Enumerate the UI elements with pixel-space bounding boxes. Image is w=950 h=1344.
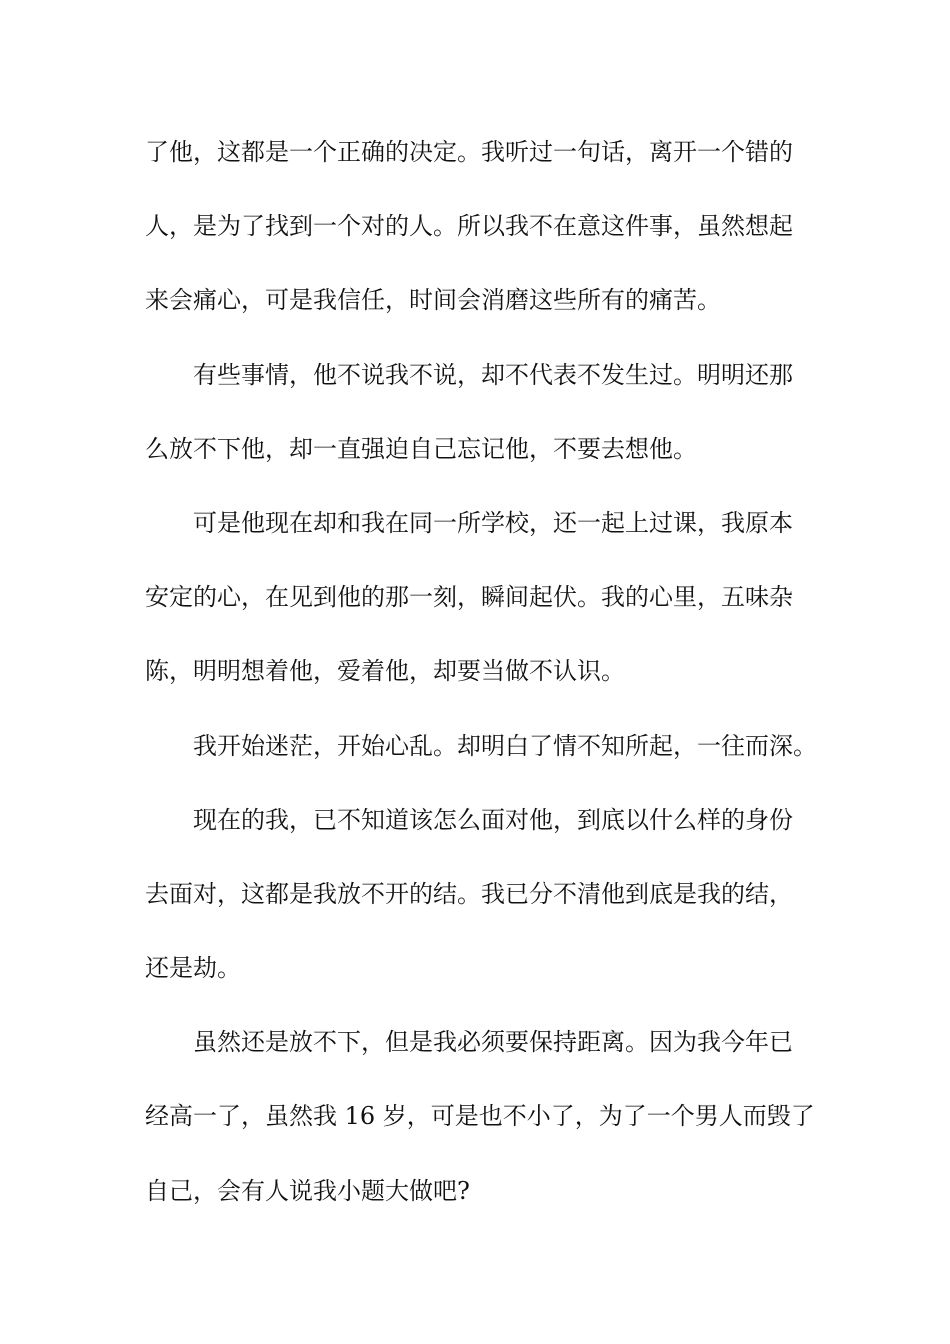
text-line: 来会痛心，可是我信任，时间会消磨这些所有的痛苦。 — [145, 286, 721, 315]
text-line: 陈，明明想着他，爱着他，却要当做不认识。 — [145, 657, 625, 686]
paragraph-first-line: 可是他现在却和我在同一所学校，还一起上过课，我原本 — [193, 508, 793, 537]
text-line: 还是劫。 — [145, 954, 241, 983]
text-line: 经高一了，虽然我 16 岁，可是也不小了，为了一个男人而毁了 — [145, 1102, 815, 1131]
text-line: 安定的心，在见到他的那一刻，瞬间起伏。我的心里，五味杂 — [145, 583, 793, 612]
paragraph-first-line: 现在的我，已不知道该怎么面对他，到底以什么样的身份 — [193, 805, 793, 834]
paragraph-first-line: 有些事情，他不说我不说，却不代表不发生过。明明还那 — [193, 360, 793, 389]
body-text — [145, 130, 817, 1243]
text-line: 人，是为了找到一个对的人。所以我不在意这件事，虽然想起 — [145, 212, 793, 241]
text-line: 了他，这都是一个正确的决定。我听过一句话，离开一个错的 — [145, 138, 793, 166]
paragraph-first-line: 我开始迷茫，开始心乱。却明白了情不知所起，一往而深。 — [193, 731, 817, 760]
text-line: 自己，会有人说我小题大做吧? — [145, 1176, 470, 1205]
text-line: 去面对，这都是我放不开的结。我已分不清他到底是我的结， — [145, 879, 793, 908]
text-line: 么放不下他，却一直强迫自己忘记他，不要去想他。 — [145, 434, 697, 463]
paragraph-first-line: 虽然还是放不下，但是我必须要保持距离。因为我今年已 — [193, 1028, 793, 1057]
